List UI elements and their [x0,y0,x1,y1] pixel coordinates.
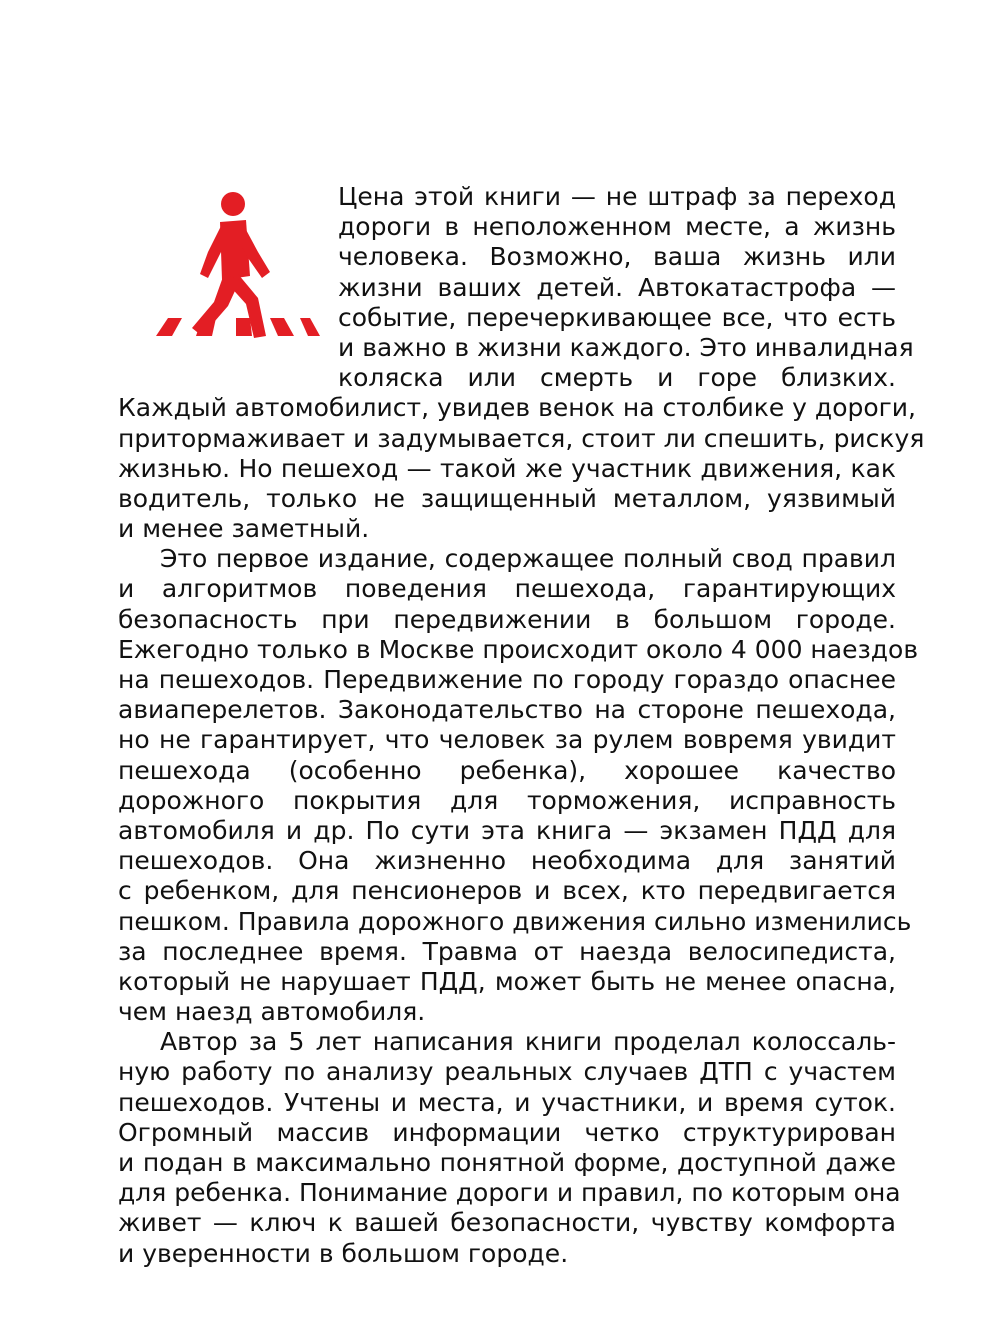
text-line: жизни ваших детей. Автокатастрофа — [338,272,896,302]
text-line: человека. Возможно, ваша жизнь или [338,242,896,272]
text-line: Ежегодно только в Москве происходит около 4 000 наездов [118,634,919,664]
text-line: и подан в максимально понятной форме, доступной даже [118,1148,896,1177]
text-line: с ребенком, для пенсионеров и всех, кто передвигается [118,876,896,906]
text-line: автомобиля и др. По сути эта книга — экзамен ПДД для [118,815,896,845]
text-line: притормаживает и задумывается, стоит ли спешить, рискуя [118,423,925,453]
text-line: дорожного покрытия для торможения, исправность [118,785,896,815]
text-line: за последнее время. Травма от наезда велосипедиста, [118,936,896,966]
text-line: и алгоритмов поведения пешехода, гарантирующих [118,574,896,604]
text-line: дороги в неположенном месте, а жизнь [338,212,896,242]
text-line: живет — ключ к вашей безопасности, чувству комфорта [118,1208,896,1238]
text-line: Огромный массив информации четко структурирован [118,1117,896,1147]
text-line: пешеходов. Она жизненно необходима для занятий [118,846,896,876]
text-line: на пешеходов. Передвижение по городу гораздо опаснее [118,665,896,694]
text-line: водитель, только не защищенный металлом, уязвимый [118,483,896,513]
text-line: жизнью. Но пешеход — такой же участник движения, как [118,453,896,483]
text-line: и уверенности в большом городе. [118,1238,569,1268]
text-line: пешеходов. Учтены и места, и участники, и время суток. [118,1087,896,1117]
text-line: безопасность при передвижении в большом городе. [118,604,896,634]
text-line: но не гарантирует, что человек за рулем вовремя увидит [118,725,896,755]
text-line: авиаперелетов. Законодательство на стороне пешехода, [118,695,896,725]
text-line: Автор за 5 лет написания книги проделал колоссаль- [160,1027,896,1057]
text-line: для ребенка. Понимание дороги и правил, по которым она [118,1178,901,1208]
text-line: чем наезд автомобиля. [118,997,426,1027]
text-line: пешком. Правила дорожного движения сильно изменились [118,906,912,936]
text-line: и важно в жизни каждого. Это инвалидная [338,332,914,362]
text-line: и менее заметный. [118,514,370,544]
text-line: событие, перечеркивающее все, что есть [338,302,896,332]
text-line: который не нарушает ПДД, может быть не менее опасна, [118,966,896,996]
text-line: Это первое издание, содержащее полный свод правил [160,544,896,574]
text-line: ную работу по анализу реальных случаев ДТП с участем [118,1057,896,1087]
body-text [118,182,925,1269]
text-line: пешехода (особенно ребенка), хорошее качество [118,755,896,785]
text-line: Каждый автомобилист, увидев венок на столбике у дороги, [118,393,916,423]
text-line: коляска или смерть и горе близких. [338,363,896,393]
text-line: Цена этой книги — не штраф за переход [338,182,896,211]
